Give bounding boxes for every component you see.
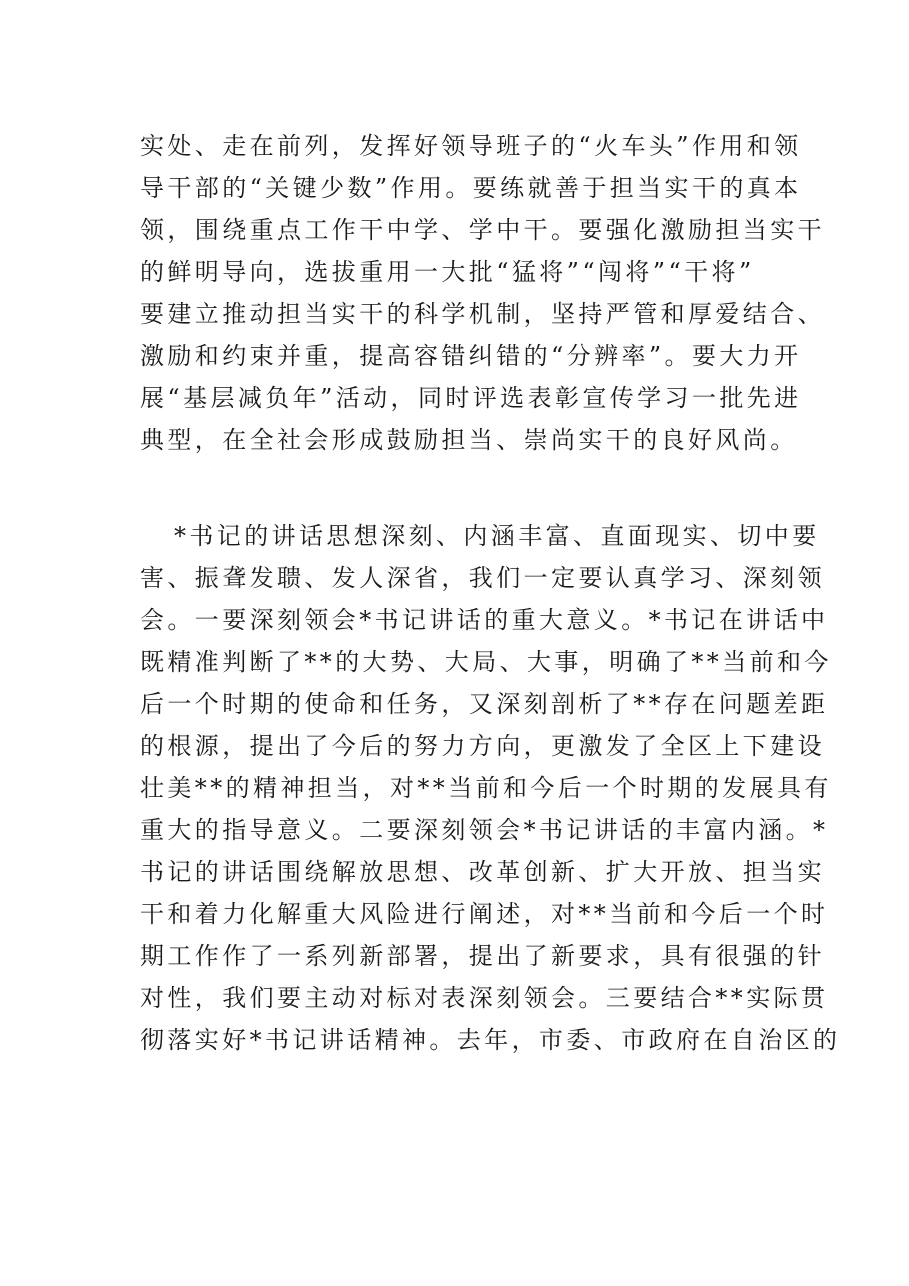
text-line: 要建立推动担当实干的科学机制，坚持严管和厚爱结合、: [140, 300, 825, 328]
text-line: 后一个时期的使命和任务，又深刻剖析了**存在问题差距: [140, 690, 829, 718]
text-line: 壮美**的精神担当，对**当前和今后一个时期的发展具有: [140, 774, 832, 802]
text-line: 的根源，提出了今后的努力方向，更激发了全区上下建设: [140, 732, 825, 760]
text-line: 会。一要深刻领会*书记讲话的重大意义。*书记在讲话中: [140, 606, 829, 634]
text-line: 既精准判断了**的大势、大局、大事，明确了**当前和今: [140, 648, 832, 676]
text-line: 书记的讲话围绕解放思想、改革创新、扩大开放、担当实: [140, 858, 825, 886]
text-line: 重大的指导意义。二要深刻领会*书记讲话的丰富内涵。*: [140, 816, 829, 844]
text-line: 导干部的“关键少数”作用。要练就善于担当实干的真本: [140, 174, 802, 202]
text-line: 期工作作了一系列新部署，提出了新要求，具有很强的针: [140, 942, 825, 970]
text-line: 的鲜明导向，选拔重用一大批“猛将”“闯将”“干将”: [140, 258, 755, 286]
text-line: 对性，我们要主动对标对表深刻领会。三要结合**实际贯: [140, 984, 829, 1012]
text-line: 典型，在全社会形成鼓励担当、崇尚实干的良好风尚。: [140, 426, 798, 454]
text-line: 实处、走在前列，发挥好领导班子的“火车头”作用和领: [140, 132, 802, 160]
text-line: 领，围绕重点工作干中学、学中干。要强化激励担当实干: [140, 216, 825, 244]
text-line: 激励和约束并重，提高容错纠错的“分辨率”。要大力开: [140, 342, 802, 370]
paragraph-1: [140, 125, 825, 461]
text-line: 彻落实好*书记讲话精神。去年，市委、市政府在自治区的: [140, 1026, 841, 1054]
text-line: 干和着力化解重大风险进行阐述，对**当前和今后一个时: [140, 900, 829, 928]
text-line: 害、振聋发聩、发人深省，我们一定要认真学习、深刻领: [140, 564, 825, 592]
paragraph-2: [140, 515, 841, 1061]
text-line: 展“基层减负年”活动，同时评选表彰宣传学习一批先进: [140, 384, 802, 412]
text-line-first-indented: *书记的讲话思想深刻、内涵丰富、直面现实、切中要: [174, 522, 820, 550]
